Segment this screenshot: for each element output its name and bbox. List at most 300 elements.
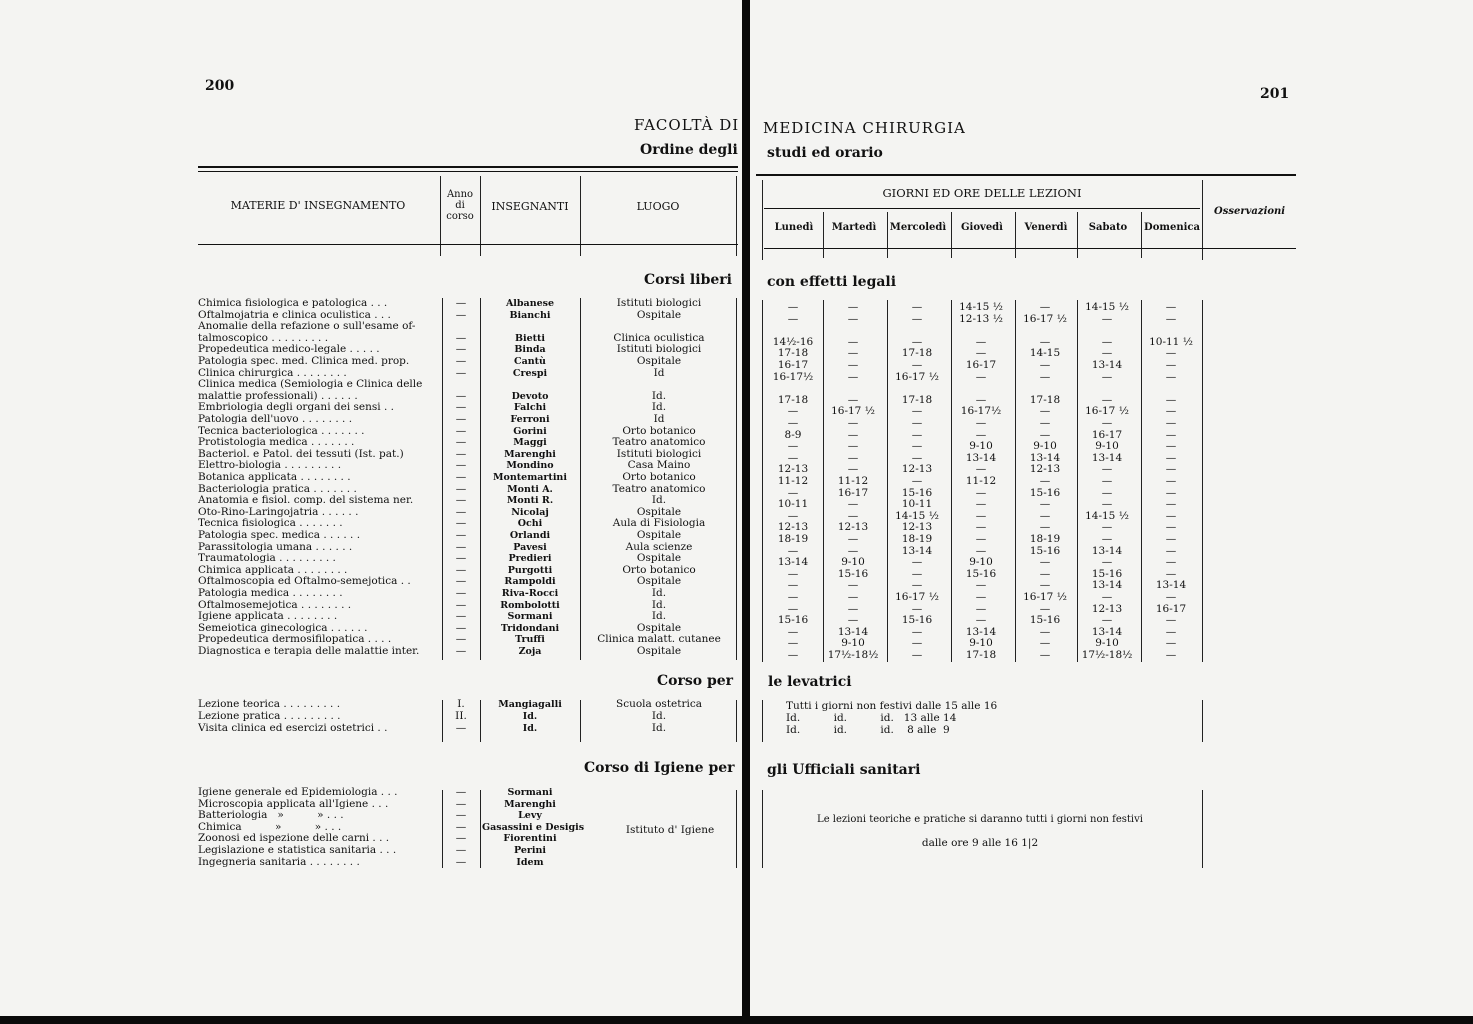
schedule-cell: 17-18	[901, 393, 933, 406]
subject-cell: Embriologia degli organi dei sensi . .	[198, 402, 394, 414]
place-cell: Ospitale	[636, 529, 682, 541]
place-cell: Ospitale	[636, 621, 682, 634]
schedule-cell: 17½-18½	[1081, 649, 1133, 661]
schedule-cell: 15-16	[777, 614, 809, 627]
schedule-cell: —	[787, 625, 799, 638]
left-colhead-rule	[198, 244, 738, 245]
schedule-cell: 17-18	[901, 347, 933, 360]
col-divider	[442, 700, 443, 742]
left-header-rule-thin	[198, 171, 738, 172]
day-divider	[1141, 212, 1142, 258]
schedule-cell: —	[1039, 521, 1051, 534]
day-header-6: Domenica	[1144, 222, 1200, 233]
section-liberi-left: Corsi liberi	[644, 272, 732, 288]
col-divider	[1202, 300, 1203, 662]
schedule-cell: —	[1101, 533, 1113, 545]
col-divider	[580, 298, 581, 660]
schedule-cell: 12-13 ½	[959, 312, 1003, 325]
schedule-cell: —	[1101, 335, 1113, 348]
year-cell: —	[455, 855, 467, 868]
schedule-cell: —	[847, 533, 859, 545]
schedule-cell: —	[1101, 347, 1113, 360]
year-cell: —	[455, 494, 467, 507]
teacher-cell: Riva-Rocci	[501, 588, 559, 599]
schedule-cell: —	[975, 579, 987, 592]
year-cell: —	[455, 540, 467, 553]
subject-cell: Patologia spec. medica . . . . . .	[198, 530, 361, 541]
schedule-cell: 18-19	[1029, 533, 1061, 545]
col-year-line3: corso	[446, 211, 474, 222]
schedule-cell: —	[847, 463, 859, 476]
schedule-cell: —	[787, 567, 799, 580]
subject-cell: Patologia medica . . . . . . . .	[198, 588, 343, 599]
year-cell: —	[455, 832, 467, 845]
schedule-cell: —	[1165, 486, 1177, 499]
schedule-cell: —	[847, 614, 859, 627]
teacher-cell: Id.	[522, 710, 538, 722]
col-divider	[762, 300, 763, 662]
teacher-cell: Zoja	[518, 646, 542, 657]
schedule-cell: —	[847, 602, 859, 615]
schedule-cell: —	[975, 417, 987, 429]
schedule-cell: 18-19	[777, 533, 809, 545]
col-divider	[442, 790, 443, 868]
schedule-cell: —	[911, 475, 923, 487]
day-divider	[1015, 300, 1016, 662]
col-divider	[580, 700, 581, 742]
col-subject-header: MATERIE D' INSEGNAMENTO	[230, 199, 406, 212]
page-bottom-edge	[0, 1016, 1473, 1024]
schedule-cell: —	[787, 579, 799, 592]
place-cell: Id.	[651, 389, 667, 402]
teacher-cell: Sormani	[507, 787, 553, 798]
place-cell: Orto botanico	[622, 471, 696, 483]
day-divider	[887, 300, 888, 662]
schedule-cell: 16-17 ½	[895, 370, 939, 383]
subject-cell: Oto-Rino-Laringojatria . . . . . .	[198, 506, 359, 518]
place-cell: Ospitale	[636, 645, 682, 657]
schedule-cell: —	[1165, 591, 1177, 603]
place-cell: Istituti biologici	[616, 343, 702, 356]
place-cell: Aula scienze	[625, 540, 693, 553]
schedule-cell: —	[911, 637, 923, 650]
schedule-cell: 8-9	[784, 428, 802, 441]
schedule-cell: —	[1101, 591, 1113, 603]
schedule-cell: —	[911, 301, 923, 313]
subject-cell: Patologia dell'uovo . . . . . . . .	[198, 414, 353, 425]
schedule-cell: —	[1039, 417, 1051, 429]
place-cell: Orto botanico	[622, 424, 696, 437]
schedule-cell: —	[1165, 637, 1177, 650]
year-cell: —	[455, 809, 467, 822]
col-teachers-header: INSEGNANTI	[491, 200, 569, 213]
schedule-cell: —	[1165, 625, 1177, 638]
schedule-cell: 12-13	[777, 521, 809, 534]
schedule-cell: 13-14	[1155, 579, 1187, 592]
place-cell: Id.	[651, 401, 667, 414]
schedule-cell: 14-15 ½	[1085, 509, 1129, 522]
day-divider	[1077, 300, 1078, 662]
left-page-number: 200	[205, 78, 235, 94]
schedule-cell: —	[911, 602, 923, 615]
schedule-cell: 10-11	[901, 498, 933, 511]
teacher-cell: Crespi	[512, 367, 548, 379]
schedule-cell: —	[911, 359, 923, 371]
year-cell: —	[455, 786, 467, 798]
day-divider	[887, 212, 888, 258]
col-divider	[762, 790, 763, 868]
subject-cell: Oftalmoscopia ed Oftalmo-semejotica . .	[198, 576, 411, 588]
schedule-cell: 16-17 ½	[831, 405, 875, 418]
year-cell: —	[455, 598, 467, 611]
schedule-cell: 16-17	[965, 359, 997, 371]
schedule-cell: —	[787, 602, 799, 615]
schedule-cell: 15-16	[1029, 614, 1061, 627]
year-cell: —	[455, 563, 467, 576]
schedule-cell: —	[1165, 509, 1177, 522]
subject-cell: Lezione pratica . . . . . . . . .	[198, 710, 341, 722]
schedule-cell: 9-10	[841, 637, 865, 650]
levatrici-time: Tutti i giorni non festivi dalle 15 alle 16	[786, 700, 998, 712]
schedule-cell: 13-14	[1091, 451, 1123, 464]
subject-cell: Elettro-biologia . . . . . . . . .	[198, 460, 342, 472]
schedule-cell: 17-18	[965, 649, 997, 661]
subject-cell: Semeiotica ginecologica . . . . . .	[198, 622, 368, 634]
year-cell: —	[455, 610, 467, 623]
schedule-cell: 16-17 ½	[1085, 405, 1129, 418]
schedule-cell: 14½-16	[772, 335, 814, 348]
schedule-cell: 16-17	[1091, 428, 1123, 441]
schedule-cell: —	[1039, 370, 1051, 383]
schedule-cell: —	[975, 533, 987, 545]
schedule-cell: 18-19	[901, 533, 933, 545]
year-cell: —	[455, 343, 467, 356]
schedule-cell: —	[847, 509, 859, 522]
schedule-cell: 16-17	[1155, 602, 1187, 615]
subject-cell: Chimica fisiologica e patologica . . .	[198, 298, 388, 309]
teacher-cell: Bietti	[514, 332, 546, 344]
section-igiene-right: gli Ufficiali sanitari	[767, 762, 921, 778]
schedule-cell: —	[975, 463, 987, 476]
subject-cell: Tecnica fisiologica . . . . . . .	[198, 518, 343, 530]
schedule-cell: 9-10	[841, 556, 865, 569]
levatrici-time: Id. id. id. 8 alle 9	[786, 723, 950, 736]
schedule-cell: 13-14	[901, 544, 933, 557]
year-cell: —	[455, 517, 467, 530]
year-cell: —	[455, 844, 467, 856]
teacher-cell: Levy	[518, 810, 542, 822]
place-cell: Ospitale	[636, 505, 682, 518]
schedule-cell: —	[1101, 486, 1113, 499]
teacher-cell: Mangiagalli	[498, 699, 562, 710]
schedule-cell: —	[975, 370, 987, 383]
subject-cell: Propedeutica medico-legale . . . . .	[198, 344, 380, 356]
place-cell: Ospitale	[636, 552, 682, 565]
subject-cell: Diagnostica e terapia delle malattie inter.	[198, 646, 420, 657]
schedule-cell: 11-12	[837, 475, 869, 487]
year-cell: —	[455, 355, 467, 367]
teacher-cell: Bianchi	[509, 309, 551, 321]
year-cell: —	[455, 447, 467, 460]
schedule-cell: 9-10	[1033, 440, 1057, 453]
schedule-cell: —	[847, 544, 859, 557]
teacher-cell: Predieri	[508, 553, 552, 565]
year-cell: —	[455, 482, 467, 495]
igiene-note-line1: Le lezioni teoriche e pratiche si daranno tutti i giorni non festivi	[817, 814, 1143, 825]
teacher-cell: Sormani	[507, 611, 553, 623]
days-header: GIORNI ED ORE DELLE LEZIONI	[882, 186, 1082, 200]
schedule-cell: 16-17	[837, 486, 869, 499]
right-heading: MEDICINA CHIRURGIA	[763, 119, 966, 137]
schedule-cell: —	[1165, 614, 1177, 627]
schedule-cell: 9-10	[1095, 440, 1119, 453]
schedule-cell: —	[1039, 567, 1051, 580]
subject-cell: Batteriologia » » . . .	[198, 810, 344, 822]
teacher-cell: Falchi	[513, 402, 547, 414]
year-cell: —	[455, 529, 467, 541]
teacher-cell: Gasassini e Desigis	[482, 821, 585, 833]
subject-cell: Patologia spec. med. Clinica med. prop.	[198, 356, 410, 367]
schedule-cell: —	[1039, 602, 1051, 615]
left-heading: FACOLTÀ DI	[634, 116, 740, 134]
year-cell: —	[455, 575, 467, 588]
schedule-cell: —	[975, 521, 987, 534]
subject-cell: Anomalie della refazione o sull'esame of-	[198, 321, 416, 333]
teacher-cell: Purgotti	[507, 564, 553, 576]
schedule-cell: —	[1165, 498, 1177, 511]
schedule-cell: —	[1039, 556, 1051, 569]
subject-cell: Chimica » » . . .	[198, 821, 342, 833]
schedule-cell: —	[847, 335, 859, 348]
year-cell: —	[455, 436, 467, 449]
schedule-cell: 9-10	[1095, 637, 1119, 650]
place-cell: Orto botanico	[622, 563, 696, 576]
teacher-cell: Ferroni	[510, 414, 550, 425]
right-subheading: studi ed orario	[767, 145, 883, 161]
year-cell: —	[455, 552, 467, 565]
teacher-cell: Cantù	[514, 356, 546, 367]
schedule-cell: 12-13	[1029, 463, 1061, 476]
schedule-cell: —	[1165, 370, 1177, 383]
schedule-cell: —	[1165, 440, 1177, 453]
schedule-cell: 15-16	[1029, 544, 1061, 557]
place-cell: Clinica malatt. cutanee	[597, 633, 721, 646]
schedule-cell: —	[787, 649, 799, 661]
year-cell: —	[455, 331, 467, 344]
day-divider	[1077, 212, 1078, 258]
day-divider	[951, 212, 952, 258]
teacher-cell: Gorini	[513, 425, 547, 437]
schedule-cell: —	[975, 602, 987, 615]
year-cell: —	[455, 459, 467, 472]
schedule-cell: —	[787, 405, 799, 418]
teacher-cell: Rombolotti	[500, 599, 560, 611]
schedule-cell: 10-11 ½	[1149, 335, 1193, 348]
col-divider	[480, 298, 481, 660]
schedule-cell: —	[1039, 475, 1051, 487]
col-year-header	[442, 189, 478, 222]
schedule-cell: —	[1039, 625, 1051, 638]
year-cell: —	[455, 401, 467, 414]
schedule-cell: 12-13	[901, 463, 933, 476]
subject-cell: Visita clinica ed esercizi ostetrici . .	[198, 722, 388, 734]
place-cell: Clinica oculistica	[613, 331, 705, 344]
schedule-cell: —	[911, 649, 923, 661]
teacher-cell: Marenghi	[504, 448, 556, 460]
schedule-cell: 13-14	[1091, 625, 1123, 638]
teacher-cell: Rampoldi	[504, 576, 556, 588]
day-header-2: Mercoledì	[889, 222, 947, 233]
schedule-cell: 14-15 ½	[1085, 301, 1129, 313]
schedule-cell: —	[1101, 312, 1113, 325]
subject-cell: Traumatologia . . . . . . . . .	[198, 553, 336, 565]
schedule-cell: 14-15	[1029, 347, 1061, 360]
schedule-cell: 16-17	[777, 359, 809, 371]
year-cell: —	[455, 505, 467, 518]
day-header-1: Martedì	[831, 222, 877, 233]
day-divider	[823, 212, 824, 258]
schedule-cell: —	[787, 451, 799, 464]
place-cell: Ospitale	[636, 308, 682, 321]
year-cell: II.	[455, 709, 467, 722]
section-igiene-left: Corso di Igiene per	[584, 760, 735, 776]
schedule-cell: —	[787, 312, 799, 325]
schedule-cell: 15-16	[1091, 567, 1123, 580]
teacher-cell: Binda	[514, 344, 546, 356]
subject-cell: Anatomia e fisiol. comp. del sistema ner.	[198, 495, 414, 507]
subject-cell: Zoonosi ed ispezione delle carni . . .	[198, 833, 390, 845]
schedule-cell: 15-16	[901, 614, 933, 627]
schedule-cell: —	[787, 440, 799, 453]
subject-cell: Bacteriologia pratica . . . . . . .	[198, 483, 357, 495]
schedule-cell: —	[911, 440, 923, 453]
place-cell: Casa Maino	[627, 459, 691, 472]
day-header-3: Giovedì	[961, 222, 1003, 233]
teacher-cell: Perini	[513, 845, 547, 856]
subject-cell: talmoscopico . . . . . . . . .	[198, 332, 329, 344]
right-colhead-rule	[764, 248, 1296, 249]
schedule-cell: —	[787, 417, 799, 429]
col-divider	[1202, 700, 1203, 742]
year-cell: —	[455, 721, 467, 734]
subject-cell: Lezione teorica . . . . . . . . .	[198, 699, 341, 710]
schedule-cell: —	[1165, 312, 1177, 325]
schedule-cell: —	[1039, 509, 1051, 522]
schedule-cell: 15-16	[1029, 486, 1061, 499]
schedule-cell: —	[847, 591, 859, 603]
schedule-cell: —	[1165, 475, 1177, 487]
schedule-cell: —	[911, 556, 923, 569]
teacher-cell: Albanese	[505, 298, 555, 309]
teacher-cell: Fiorentini	[503, 833, 557, 845]
subject-cell: Protistologia medica . . . . . . .	[198, 437, 355, 449]
subject-cell: Oftalmosemejotica . . . . . . . .	[198, 599, 352, 611]
left-subheading: Ordine degli	[640, 142, 738, 158]
schedule-cell: 13-14	[1091, 359, 1123, 371]
schedule-cell: —	[911, 625, 923, 638]
schedule-cell: —	[1101, 370, 1113, 383]
observations-header: Osservazioni	[1214, 206, 1286, 217]
day-divider	[823, 300, 824, 662]
year-cell: —	[455, 471, 467, 483]
teacher-cell: Marenghi	[504, 798, 556, 810]
subject-cell: Propedeutica dermosifilopatica . . . .	[198, 634, 392, 646]
schedule-cell: —	[847, 451, 859, 464]
place-cell: Istituti biologici	[616, 447, 702, 460]
schedule-cell: —	[847, 393, 859, 406]
schedule-cell: —	[911, 567, 923, 580]
day-divider	[1141, 300, 1142, 662]
schedule-cell: 14-15 ½	[959, 301, 1003, 313]
year-cell: —	[455, 621, 467, 634]
schedule-cell: —	[787, 637, 799, 650]
schedule-cell: 17½-18½	[827, 649, 879, 661]
schedule-cell: —	[1165, 451, 1177, 464]
schedule-cell: —	[1165, 393, 1177, 406]
year-cell: —	[455, 389, 467, 402]
col-divider	[762, 700, 763, 742]
schedule-cell: —	[975, 486, 987, 499]
teacher-cell: Devoto	[511, 390, 549, 402]
schedule-cell: —	[1039, 637, 1051, 650]
schedule-cell: —	[975, 428, 987, 441]
place-cell: Id.	[651, 587, 667, 599]
right-page-number: 201	[1260, 86, 1290, 102]
schedule-cell: —	[975, 614, 987, 627]
year-cell: —	[455, 645, 467, 657]
levatrici-time: Id. id. id. 13 alle 14	[786, 711, 957, 724]
year-cell: I.	[457, 698, 465, 710]
schedule-cell: —	[847, 498, 859, 511]
place-cell: Id.	[651, 494, 667, 507]
col-divider	[736, 700, 737, 742]
teacher-cell: Maggi	[513, 437, 547, 449]
schedule-cell: 16-17 ½	[1023, 591, 1067, 603]
col-divider	[1202, 790, 1203, 868]
subject-cell: malattie professionali) . . . . . .	[198, 390, 358, 402]
schedule-cell: —	[847, 440, 859, 453]
schedule-cell: —	[911, 579, 923, 592]
schedule-cell: —	[847, 347, 859, 360]
schedule-cell: —	[1165, 649, 1177, 661]
schedule-cell: —	[1101, 614, 1113, 627]
year-cell: —	[455, 308, 467, 321]
subject-cell: Botanica applicata . . . . . . . .	[198, 472, 351, 483]
schedule-cell: 13-14	[837, 625, 869, 638]
subject-cell: Oftalmojatria e clinica oculistica . . .	[198, 309, 391, 321]
col-year-line2: di	[455, 200, 465, 211]
subject-cell: Clinica medica (Semiologia e Clinica delle	[198, 379, 423, 391]
place-cell: Ospitale	[636, 355, 682, 367]
col-year-line1: Anno	[446, 189, 474, 200]
schedule-cell: —	[1165, 359, 1177, 371]
day-divider	[951, 300, 952, 662]
place-cell: Istituti biologici	[616, 297, 702, 309]
teacher-cell: Id.	[522, 722, 538, 734]
schedule-cell: —	[1165, 521, 1177, 534]
schedule-cell: 13-14	[965, 451, 997, 464]
col-divider	[442, 298, 443, 660]
schedule-cell: —	[847, 312, 859, 325]
schedule-cell: —	[1165, 556, 1177, 569]
schedule-cell: 11-12	[965, 475, 997, 487]
place-cell: Id.	[651, 721, 667, 734]
subject-cell: Clinica chirurgica . . . . . . . .	[198, 367, 347, 379]
schedule-cell: 17-18	[777, 347, 809, 360]
place-cell: Id	[653, 413, 665, 425]
schedule-cell: 16-17½	[772, 370, 814, 383]
schedule-cell: —	[911, 335, 923, 348]
